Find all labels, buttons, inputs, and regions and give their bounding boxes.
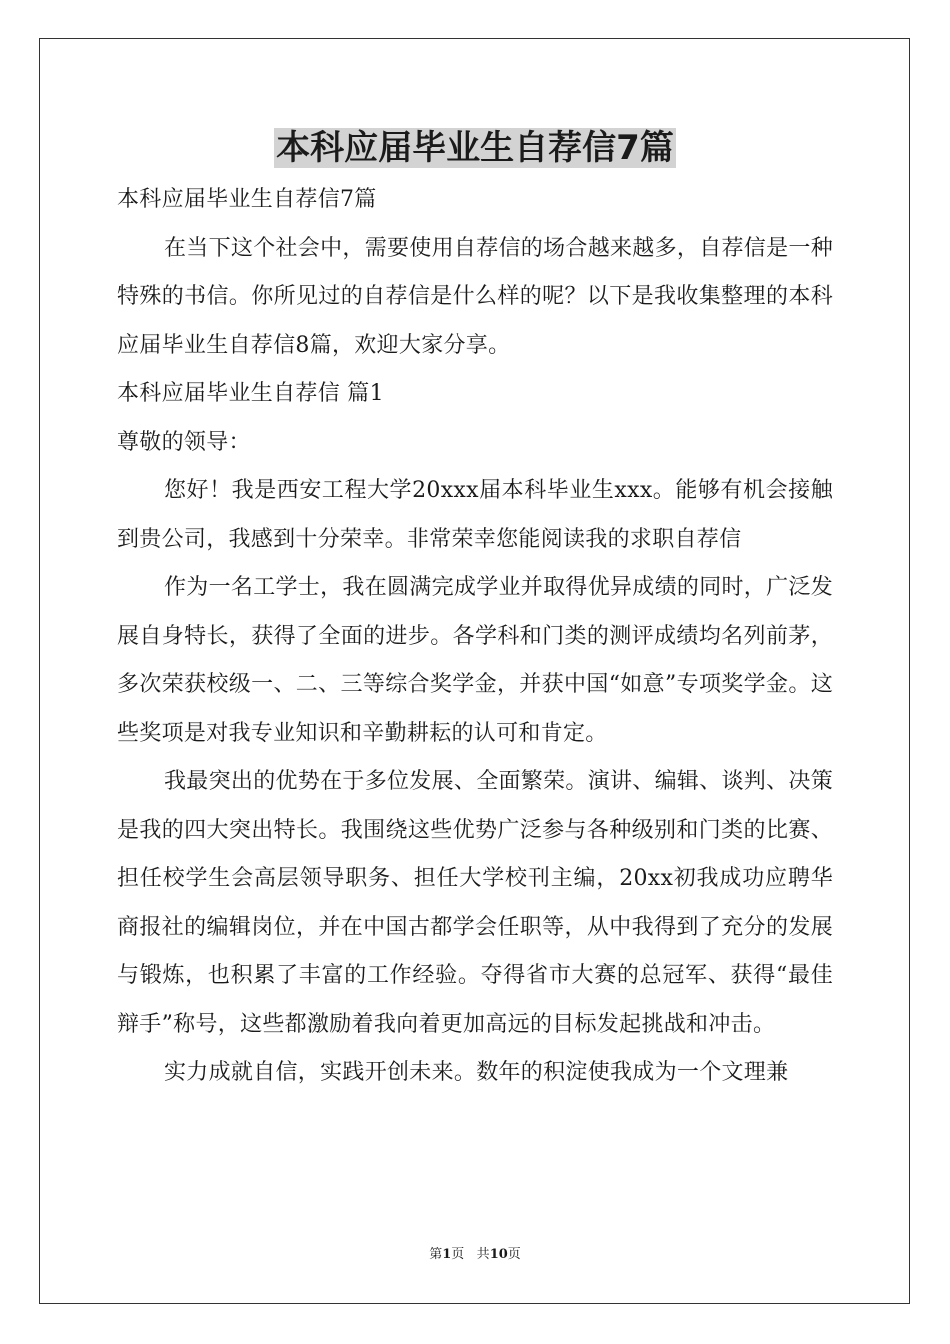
page-prefix: 第 bbox=[429, 1247, 443, 1262]
current-page-number: 1 bbox=[442, 1247, 452, 1262]
total-prefix: 共 bbox=[476, 1247, 490, 1262]
document-title bbox=[0, 124, 950, 172]
total-suffix: 页 bbox=[507, 1247, 521, 1262]
paragraph: 实力成就自信，实践开创未来。数年的积淀使我成为一个文理兼 bbox=[164, 1060, 789, 1085]
paragraph: 本科应届毕业生自荐信7篇 bbox=[117, 187, 377, 212]
salutation: 尊敬的领导： bbox=[117, 429, 251, 455]
paragraph: 我最突出的优势在于多位发展、全面繁荣。演讲、编辑、谈判、决策是我的四大突出特长。我围绕这些优势广泛参与各种级别和门类的比赛、担任校学生会高层领导职务、担任大学校刊主编，20xx初我成功应聘华商报社的编辑岗位，并在中国古都学会任职等，从中我得到了充分的发展与锻炼，也积累了丰富的工作经验。夺得省市大赛的总冠军、获得“最佳辩手”称号，这些都激励着我向着更加高远的目标发起挑战和冲击。 bbox=[117, 769, 834, 1037]
paragraph: 您好！我是西安工程大学20xxx届本科毕业生xxx。能够有机会接触到贵公司，我感到十分荣幸。非常荣幸您能阅读我的求职自荐信 bbox=[117, 478, 833, 552]
paragraph: 在当下这个社会中，需要使用自荐信的场合越来越多，自荐信是一种特殊的书信。你所见过的自荐信是什么样的呢？以下是我收集整理的本科应届毕业生自荐信8篇，欢迎大家分享。 bbox=[117, 235, 834, 358]
document-body bbox=[117, 176, 833, 1098]
total-page-count: 10 bbox=[489, 1247, 508, 1262]
page-suffix: 页 bbox=[451, 1247, 465, 1262]
document-title-text: 本科应届毕业生自荐信7篇 bbox=[276, 128, 674, 168]
page-footer bbox=[0, 1246, 950, 1264]
section-heading: 本科应届毕业生自荐信 篇1 bbox=[117, 381, 384, 406]
paragraph: 作为一名工学士，我在圆满完成学业并取得优异成绩的同时，广泛发展自身特长，获得了全面的进步。各学科和门类的测评成绩均名列前茅，多次荣获校级一、二、三等综合奖学金，并获中国“如意”专项奖学金。这些奖项是对我专业知识和辛勤耕耘的认可和肯定。 bbox=[117, 575, 834, 746]
